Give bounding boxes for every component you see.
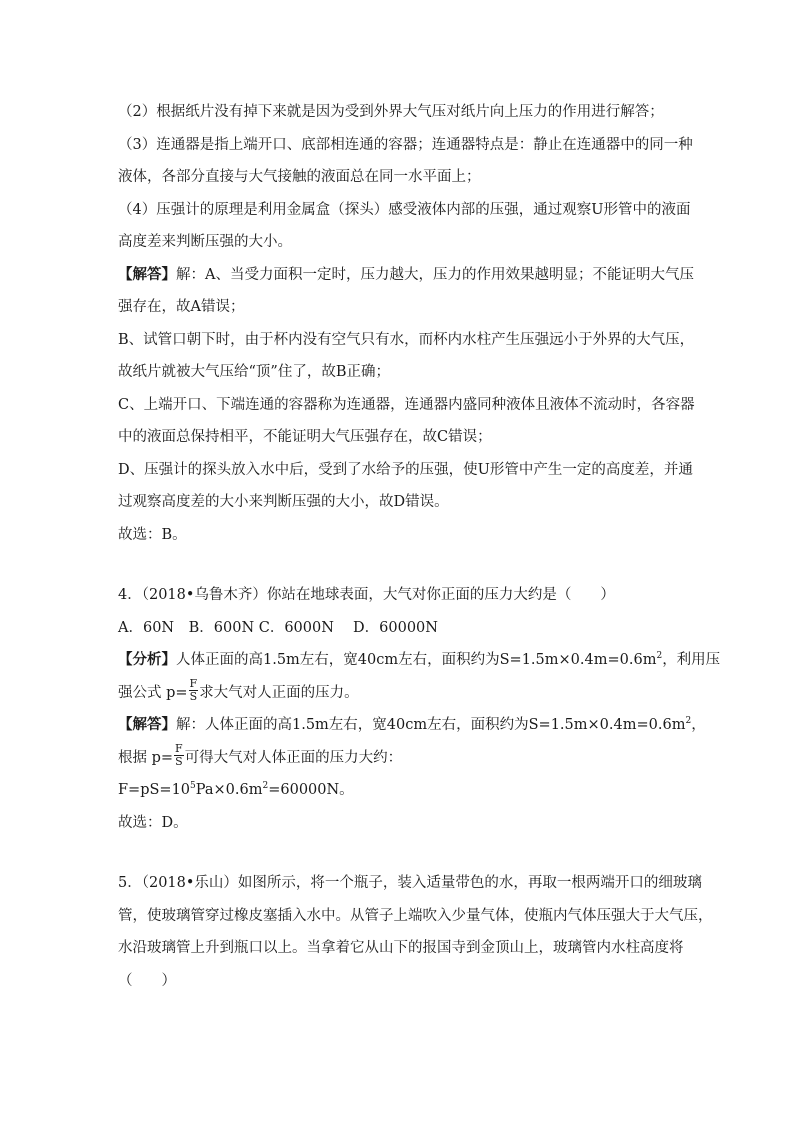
question-5-line: 水沿玻璃管上升到瓶口以上。当拿着它从山下的报国寺到金顶山上，玻璃管内水柱高度将 <box>118 940 684 956</box>
text-line: D、压强计的探头放入水中后，受到了水给予的压强，使U形管中产生一定的高度差，并通 <box>118 461 693 478</box>
text-line: 高度差来判断压强的大小。 <box>118 234 292 250</box>
question-4-stem: 4．（2018•乌鲁木齐）你站在地球表面，大气对你正面的压力大约是（ ） <box>118 587 615 603</box>
answer-tag: 【解答】 <box>118 717 176 733</box>
fraction-f-over-s <box>174 743 184 768</box>
calc-part: F=pS=10 <box>118 782 191 798</box>
answer-text: 解：A、当受力面积一定时，压力越大，压力的作用效果越明显；不能证明大气压 <box>176 266 694 283</box>
superscript: 5 <box>190 781 196 792</box>
document-page <box>118 96 721 997</box>
text-line: （3）连通器是指上端开口、底部相连通的容器；连通器特点是：静止在连通器中的同一种 <box>118 136 693 153</box>
choice-line: 故选：B。 <box>118 526 187 543</box>
text-line: 故纸片就被大气压给“顶”住了，故B正确； <box>118 364 390 380</box>
question-5-line: 5．（2018•乐山）如图所示，将一个瓶子，装入适量带色的水，再取一根两端开口的细玻璃 <box>118 875 702 891</box>
formula-suffix: 求大气对人正面的压力。 <box>199 684 359 701</box>
analysis-formula-line <box>118 677 688 710</box>
analysis-text-end: ，利用压 <box>662 652 721 668</box>
answer-formula-line <box>118 742 688 775</box>
answer-text-end: ， <box>691 717 706 733</box>
fraction-numerator: F <box>189 677 198 690</box>
formula-prefix: 根据 p= <box>118 749 174 766</box>
text-line: 液体，各部分直接与大气接触的液面总在同一水平面上； <box>118 169 481 185</box>
superscript: 2 <box>685 716 692 727</box>
choice-line: 故选：D。 <box>118 814 188 831</box>
formula-suffix: 可得大气对人体正面的压力大约： <box>184 749 403 766</box>
text-line: （2）根据纸片没有掉下来就是因为受到外界大气压对纸片向上压力的作用进行解答； <box>118 104 664 120</box>
calculation-line <box>118 774 688 807</box>
calc-part: =60000N。 <box>268 782 354 798</box>
answer-line <box>118 259 694 292</box>
calc-part: Pa×0.6m <box>195 782 263 798</box>
superscript: 2 <box>656 651 663 662</box>
fraction-denominator: S <box>189 690 198 703</box>
text-line: 中的液面总保持相平，不能证明大气压强存在，故C错误； <box>118 429 492 445</box>
fraction-denominator: S <box>175 755 183 768</box>
text-line: （4）压强计的原理是利用金属盒（探头）感受液体内部的压强，通过观察U形管中的液面 <box>118 201 691 218</box>
text-line: 过观察高度差的大小来判断压强的大小，故D错误。 <box>118 494 449 510</box>
answer-text: 解：人体正面的高1.5m左右，宽40cm左右，面积约为S=1.5m×0.4m=0.6m <box>176 717 686 733</box>
analysis-text: 人体正面的高1.5m左右，宽40cm左右，面积约为S=1.5m×0.4m=0.6m <box>176 652 657 668</box>
question-5-line: （ ） <box>118 972 176 989</box>
superscript: 2 <box>262 781 269 792</box>
question-5-line: 管，使玻璃管穿过橡皮塞插入水中。从管子上端吹入少量气体，使瓶内气体压强大于大气压， <box>118 907 713 924</box>
fraction-numerator: F <box>175 742 183 755</box>
formula-prefix: 强公式 p= <box>118 684 188 701</box>
question-4-options: A．60N B．600N C．6000N D．60000N <box>118 619 438 636</box>
fraction-f-over-s <box>189 678 199 703</box>
analysis-tag: 【分析】 <box>118 652 176 668</box>
answer-tag: 【解答】 <box>118 266 176 283</box>
text-line: B、试管口朝下时，由于杯内没有空气只有水，而杯内水柱产生压强远小于外界的大气压， <box>118 331 695 348</box>
answer-line <box>118 709 706 742</box>
analysis-line <box>118 644 721 677</box>
text-line: 强存在，故A错误； <box>118 299 245 315</box>
text-line: C、上端开口、下端连通的容器称为连通器，连通器内盛同种液体且液体不流动时，各容器 <box>118 396 695 413</box>
